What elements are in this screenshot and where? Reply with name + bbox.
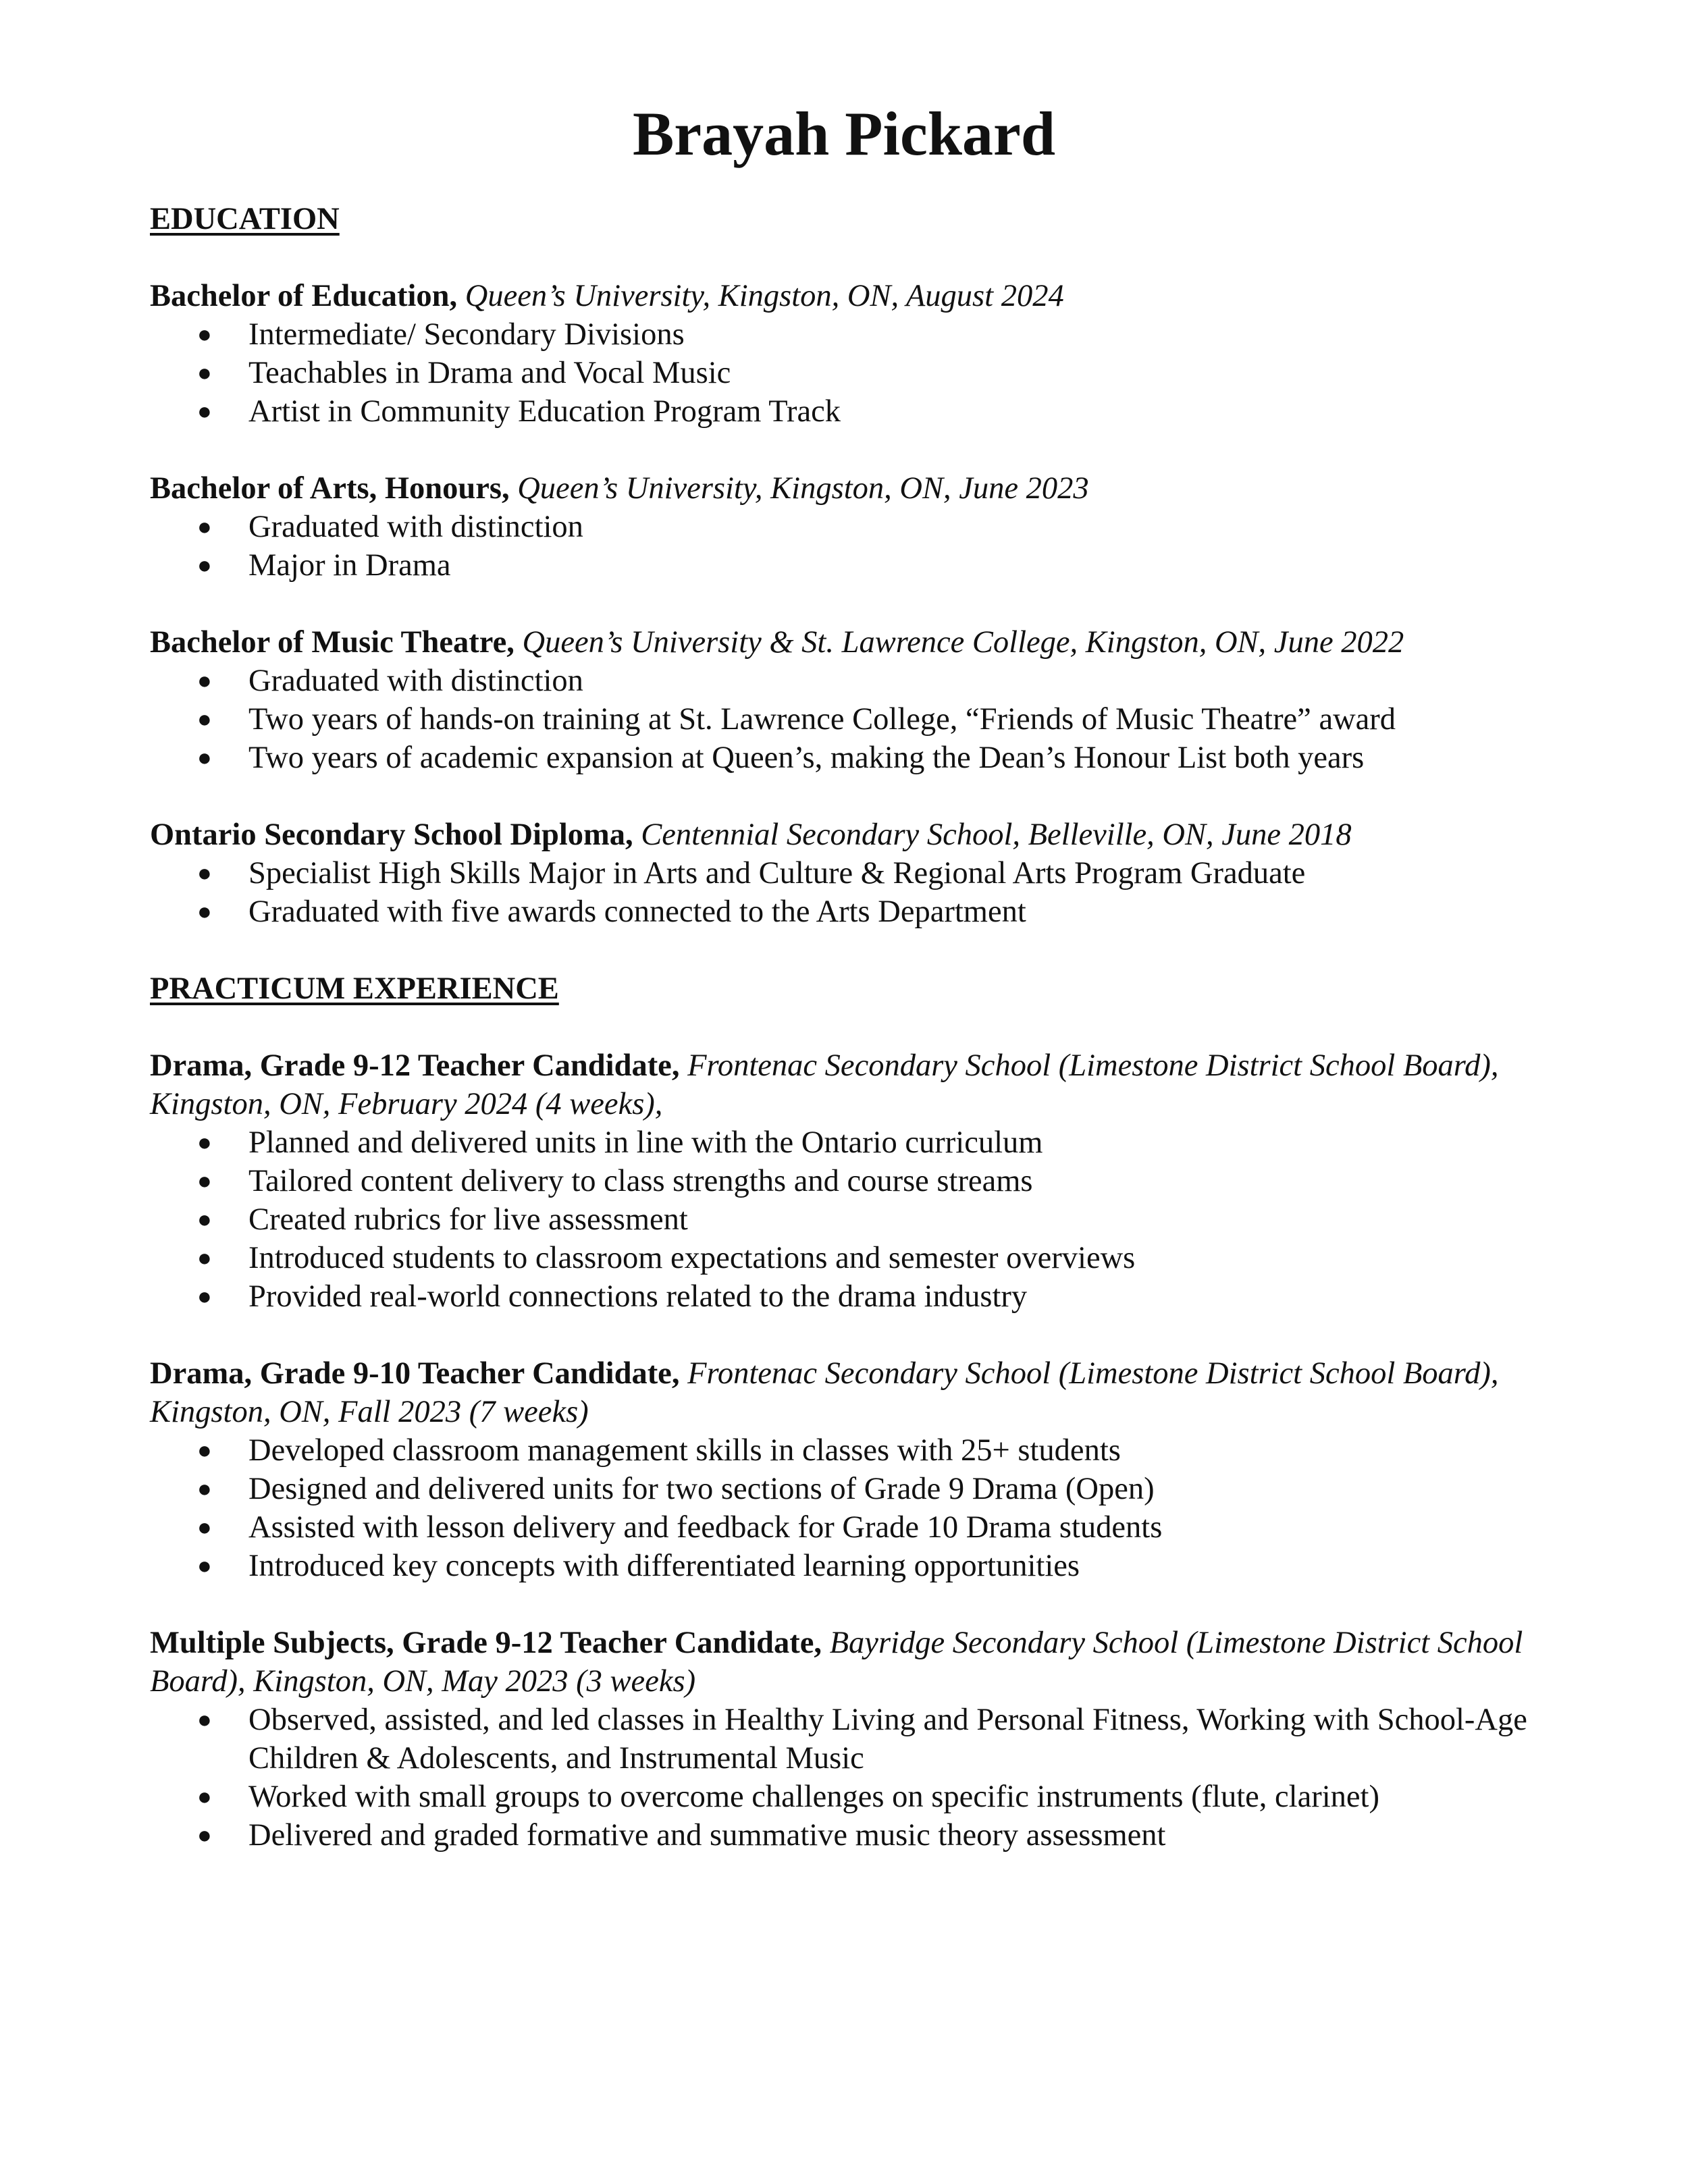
education-entry	[150, 623, 1568, 777]
list-item	[197, 315, 1568, 354]
list-item	[197, 354, 1568, 392]
bullet-icon: ●	[197, 1552, 212, 1579]
bullet-text: Graduated with five awards connected to the Arts Department	[248, 895, 1026, 929]
bullet-text: Created rubrics for live assessment	[248, 1202, 688, 1237]
list-item	[197, 1547, 1568, 1585]
entry-heading	[150, 1046, 1568, 1123]
bullet-icon: ●	[197, 1167, 212, 1194]
entry-institution-detail: Queen’s University, Kingston, ON, June 2023	[517, 471, 1089, 506]
practicum-entries	[150, 1046, 1568, 1855]
entry-institution-detail: Queen’s University, Kingston, ON, August 2024	[465, 279, 1064, 313]
list-item	[197, 854, 1568, 893]
entry-title: Drama, Grade 9-12 Teacher Candidate,	[150, 1048, 680, 1083]
bullet-icon: ●	[197, 1783, 212, 1810]
education-section	[150, 200, 1568, 931]
entry-title: Bachelor of Music Theatre,	[150, 625, 515, 660]
list-item	[197, 1778, 1568, 1816]
education-heading: EDUCATION	[150, 202, 340, 236]
entry-institution-detail: Queen’s University & St. Lawrence College, Kingston, ON, June 2022	[522, 625, 1404, 660]
bullet-icon: ●	[197, 398, 212, 425]
list-item	[197, 1431, 1568, 1470]
list-item	[197, 1508, 1568, 1547]
bullet-text: Provided real-world connections related to the drama industry	[248, 1279, 1028, 1314]
bullet-text: Introduced key concepts with differentiated learning opportunities	[248, 1549, 1080, 1583]
practicum-entry	[150, 1354, 1568, 1585]
bullet-icon: ●	[197, 1514, 212, 1541]
bullet-text: Artist in Community Education Program Track	[248, 394, 841, 429]
list-item	[197, 1162, 1568, 1200]
list-item	[197, 1816, 1568, 1855]
bullet-icon: ●	[197, 552, 212, 579]
bullet-text: Observed, assisted, and led classes in Healthy Living and Personal Fitness, Working with School-Age Children & Adolescents, and Instrumental Music	[248, 1703, 1527, 1776]
list-item	[197, 508, 1568, 546]
bullet-list	[150, 1123, 1568, 1316]
bullet-icon: ●	[197, 1244, 212, 1271]
bullet-icon: ●	[197, 1283, 212, 1310]
list-item	[197, 739, 1568, 777]
entry-heading	[150, 1624, 1568, 1701]
bullet-list	[150, 315, 1568, 431]
bullet-icon: ●	[197, 667, 212, 694]
bullet-text: Two years of academic expansion at Queen’s, making the Dean’s Honour List both years	[248, 741, 1365, 775]
entry-heading	[150, 469, 1568, 508]
entry-institution-detail: Frontenac Secondary School (Limestone District School Board), Kingston, ON, Fall 2023 (7 weeks)	[150, 1356, 1499, 1429]
bullet-icon: ●	[197, 321, 212, 348]
entry-institution-detail: Centennial Secondary School, Belleville, ON, June 2018	[641, 818, 1352, 852]
bullet-text: Graduated with distinction	[248, 510, 583, 544]
bullet-text: Designed and delivered units for two sections of Grade 9 Drama (Open)	[248, 1472, 1155, 1506]
entry-title: Bachelor of Arts, Honours,	[150, 471, 510, 506]
entry-title: Bachelor of Education,	[150, 279, 458, 313]
list-item	[197, 662, 1568, 700]
education-entry	[150, 469, 1568, 585]
bullet-list	[150, 508, 1568, 585]
candidate-name: Brayah Pickard	[632, 99, 1056, 168]
bullet-icon: ●	[197, 859, 212, 886]
bullet-list	[150, 854, 1568, 931]
entry-heading	[150, 277, 1568, 315]
list-item	[197, 893, 1568, 931]
education-entry	[150, 277, 1568, 431]
bullet-icon: ●	[197, 513, 212, 540]
list-item	[197, 546, 1568, 585]
entry-heading	[150, 623, 1568, 662]
bullet-text: Teachables in Drama and Vocal Music	[248, 356, 731, 390]
bullet-text: Developed classroom management skills in classes with 25+ students	[248, 1433, 1121, 1468]
bullet-icon: ●	[197, 744, 212, 771]
bullet-icon: ●	[197, 1129, 212, 1156]
entry-institution-detail: Frontenac Secondary School (Limestone District School Board), Kingston, ON, February 2024 (4 weeks),	[150, 1048, 1499, 1121]
bullet-list	[150, 1431, 1568, 1585]
bullet-icon: ●	[197, 1475, 212, 1502]
list-item	[197, 1200, 1568, 1239]
bullet-text: Graduated with distinction	[248, 664, 583, 698]
bullet-icon: ●	[197, 1206, 212, 1233]
bullet-icon: ●	[197, 705, 212, 733]
practicum-entry	[150, 1046, 1568, 1316]
bullet-icon: ●	[197, 898, 212, 925]
list-item	[197, 1123, 1568, 1162]
bullet-text: Intermediate/ Secondary Divisions	[248, 317, 685, 352]
entry-heading	[150, 816, 1568, 854]
bullet-icon: ●	[197, 359, 212, 386]
list-item	[197, 700, 1568, 739]
entry-title: Drama, Grade 9-10 Teacher Candidate,	[150, 1356, 680, 1391]
entry-title: Ontario Secondary School Diploma,	[150, 818, 633, 852]
bullet-text: Worked with small groups to overcome challenges on specific instruments (flute, clarinet)	[248, 1780, 1379, 1814]
bullet-list	[150, 1701, 1568, 1855]
entry-heading	[150, 1354, 1568, 1431]
education-entry	[150, 816, 1568, 931]
bullet-text: Planned and delivered units in line with the Ontario curriculum	[248, 1125, 1043, 1160]
bullet-icon: ●	[197, 1437, 212, 1464]
bullet-text: Tailored content delivery to class strengths and course streams	[248, 1164, 1033, 1198]
bullet-text: Major in Drama	[248, 548, 451, 583]
bullet-text: Delivered and graded formative and summative music theory assessment	[248, 1818, 1166, 1853]
list-item	[197, 392, 1568, 431]
list-item	[197, 1277, 1568, 1316]
resume-body	[150, 200, 1568, 1893]
bullet-text: Assisted with lesson delivery and feedback for Grade 10 Drama students	[248, 1510, 1163, 1545]
list-item	[197, 1470, 1568, 1508]
list-item	[197, 1239, 1568, 1277]
education-entries	[150, 277, 1568, 931]
bullet-list	[150, 662, 1568, 777]
bullet-text: Two years of hands-on training at St. Lawrence College, “Friends of Music Theatre” award	[248, 702, 1396, 737]
bullet-text: Specialist High Skills Major in Arts and Culture & Regional Arts Program Graduate	[248, 856, 1306, 890]
bullet-text: Introduced students to classroom expectations and semester overviews	[248, 1241, 1136, 1275]
entry-institution-detail: Bayridge Secondary School (Limestone District School Board), Kingston, ON, May 2023 (3 weeks)	[150, 1626, 1523, 1699]
entry-title: Multiple Subjects, Grade 9-12 Teacher Candidate,	[150, 1626, 822, 1660]
bullet-icon: ●	[197, 1821, 212, 1848]
practicum-heading: PRACTICUM EXPERIENCE	[150, 971, 559, 1006]
practicum-entry	[150, 1624, 1568, 1855]
practicum-section	[150, 969, 1568, 1855]
bullet-icon: ●	[197, 1706, 212, 1733]
list-item	[197, 1701, 1568, 1778]
